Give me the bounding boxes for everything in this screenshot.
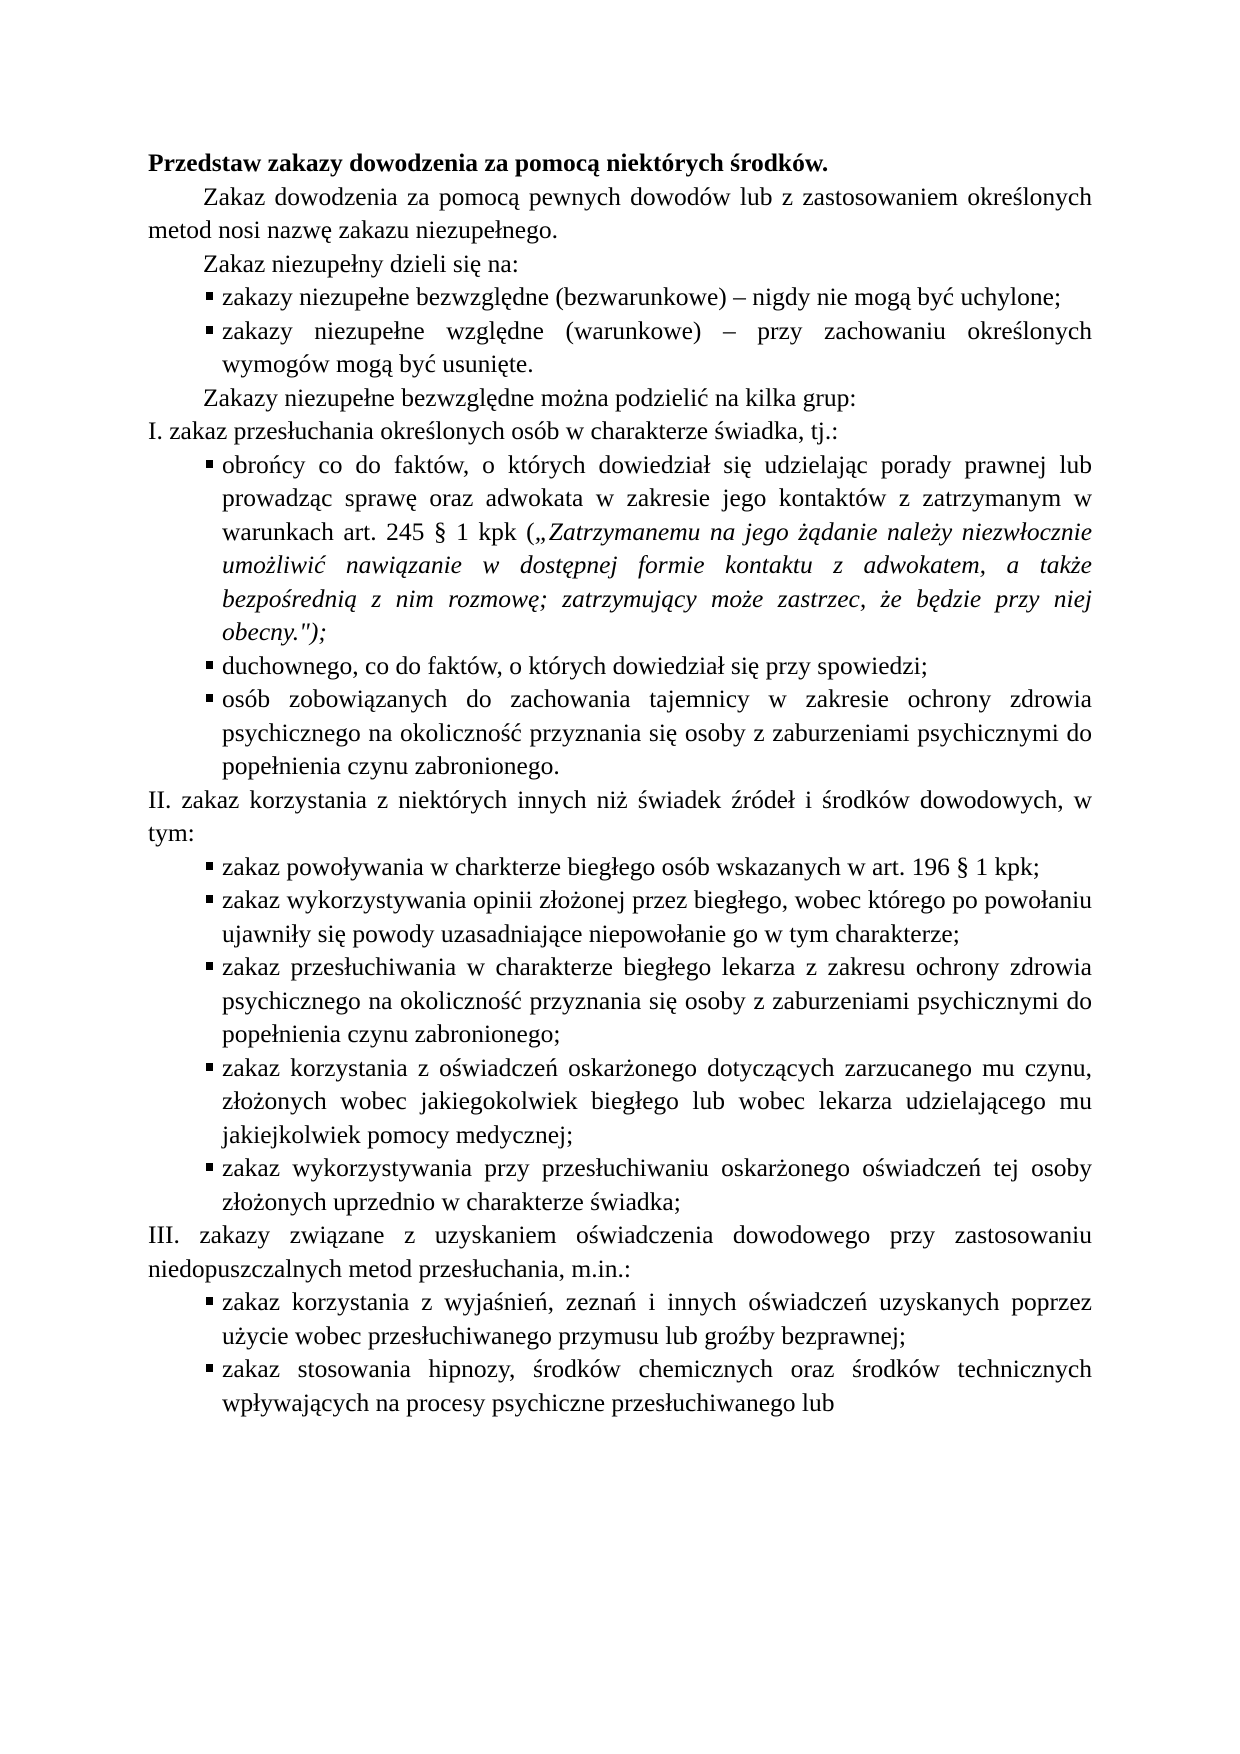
list-item	[222, 883, 1092, 950]
square-bullet-icon	[206, 694, 213, 702]
group-heading-1: I. zakaz przesłuchania określonych osób w charakterze świadka, tj.:	[148, 416, 839, 445]
group-heading-2: II. zakaz korzystania z niektórych innych niż świadek źródeł i środków dowodowych, w tym:	[148, 784, 1092, 847]
group-heading-3: III. zakazy związane z uzyskaniem oświadczenia dowodowego przy zastosowaniu niedopuszczalnych metod przesłuchania, m.in.:	[148, 1220, 1092, 1283]
square-bullet-icon	[206, 962, 213, 970]
square-bullet-icon	[206, 1297, 213, 1305]
square-bullet-icon	[206, 862, 213, 870]
square-bullet-icon	[206, 895, 213, 903]
list-item	[222, 950, 1092, 1051]
square-bullet-icon	[206, 1163, 213, 1171]
list-item-text: zakaz korzystania z wyjaśnień, zeznań i innych oświadczeń uzyskanych poprzez użycie wobec przesłuchiwanego przymusu lub groźby bezprawnej;	[222, 1287, 1092, 1350]
document-page	[148, 146, 1092, 1419]
group-2-list	[148, 850, 1092, 1219]
square-bullet-icon	[206, 661, 213, 669]
list-item	[222, 1285, 1092, 1352]
list-item-text: osób zobowiązanych do zachowania tajemnicy w zakresie ochrony zdrowia psychicznego na okoliczność przyznania się osoby z zaburzeniami psychicznymi do popełnienia czynu zabronionego.	[222, 684, 1092, 780]
square-bullet-icon	[206, 292, 213, 300]
division-list	[148, 280, 1092, 381]
list-item-text: zakaz stosowania hipnozy, środków chemicznych oraz środków technicznych wpływających na procesy psychiczne przesłuchiwanego lub	[222, 1354, 1092, 1417]
intro-paragraph: Zakaz dowodzenia za pomocą pewnych dowodów lub z zastosowaniem określonych metod nosi nazwę zakazu niezupełnego.	[148, 181, 1092, 244]
list-item	[222, 1352, 1092, 1419]
list-item	[222, 1151, 1092, 1218]
list-item	[222, 314, 1092, 381]
list-item	[222, 850, 1092, 884]
square-bullet-icon	[206, 460, 213, 468]
list-item	[222, 1051, 1092, 1152]
list-item-text: zakaz powoływania w charkterze biegłego osób wskazanych w art. 196 § 1 kpk;	[222, 851, 1040, 881]
square-bullet-icon	[206, 1063, 213, 1071]
list-item-text: duchownego, co do faktów, o których dowiedział się przy spowiedzi;	[222, 650, 928, 680]
list-item-text: zakazy niezupełne względne (warunkowe) – przy zachowaniu określonych wymogów mogą być usunięte.	[222, 315, 1092, 378]
list-item-text: zakaz przesłuchiwania w charakterze biegłego lekarza z zakresu ochrony zdrowia psychicznego na okoliczność przyznania się osoby z zaburzeniami psychicznymi do popełnienia czynu zabronionego;	[222, 952, 1092, 1048]
list-item-text: zakaz korzystania z oświadczeń oskarżonego dotyczących zarzucanego mu czynu, złożonych wobec jakiegokolwiek biegłego lub wobec lekarza udzielającego mu jakiejkolwiek pomocy medycznej;	[222, 1052, 1092, 1149]
list-item-text: obrońcy co do faktów, o których dowiedział się udzielając porady prawnej lub prowadząc sprawę oraz adwokata w zakresie jego kontaktów z zatrzymanym w warunkach art. 245 § 1 kpk (	[222, 449, 1092, 546]
article-quote: „Zatrzymanemu na jego żądanie należy niezwłocznie umożliwić nawiązanie w dostępnej formie kontaktu z adwokatem, a także bezpośrednią z nim rozmowę; zatrzymujący może zastrzec, że będzie przy niej obecny.");	[222, 516, 1093, 646]
list-item	[222, 649, 1092, 683]
list-item-text: zakaz wykorzystywania opinii złożonej przez biegłego, wobec którego po powołaniu ujawniły się powody uzasadniające niepowołanie go w tym charakterze;	[222, 885, 1092, 948]
group-3-list	[148, 1285, 1092, 1419]
list-item	[222, 280, 1092, 314]
list-item-text: zakaz wykorzystywania przy przesłuchiwaniu oskarżonego oświadczeń tej osoby złożonych uprzednio w charakterze świadka;	[222, 1153, 1092, 1216]
square-bullet-icon	[206, 1364, 213, 1372]
list-item	[222, 682, 1092, 783]
document-title: Przedstaw zakazy dowodzenia za pomocą niektórych środków.	[148, 148, 829, 177]
list-item	[222, 448, 1092, 649]
division-intro: Zakaz niezupełny dzieli się na:	[203, 248, 519, 278]
group-1-list	[148, 448, 1092, 783]
list-item-text: zakazy niezupełne bezwzględne (bezwarunkowe) – nigdy nie mogą być uchylone;	[222, 282, 1062, 311]
groups-intro: Zakazy niezupełne bezwzględne można podzielić na kilka grup:	[203, 382, 857, 412]
square-bullet-icon	[206, 326, 213, 334]
